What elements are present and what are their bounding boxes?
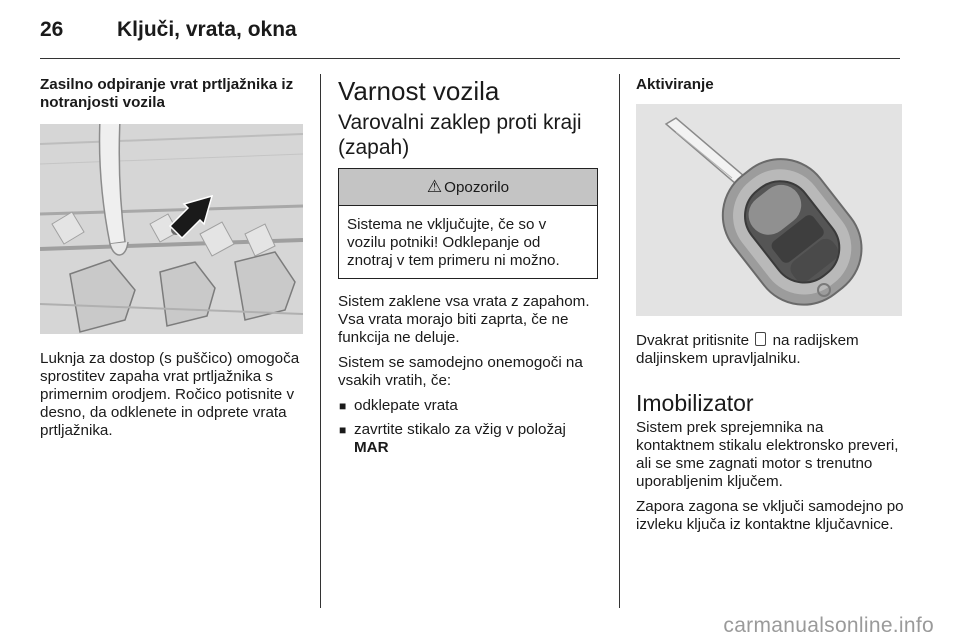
warning-triangle-icon: ⚠ <box>426 177 443 196</box>
bullet-list <box>338 397 606 457</box>
page-number: 26 <box>40 18 64 41</box>
section-subheading: Aktiviranje <box>636 76 714 93</box>
watermark: carmanualsonline.info <box>723 614 934 637</box>
section-subtitle: Varovalni zaklep proti kraji (zapah) <box>338 111 582 159</box>
body-text: Sistem se samodejno onemogoči na vsakih vratih, če: <box>338 354 583 389</box>
section-title: Varnost vozila <box>338 76 500 106</box>
list-item <box>338 421 606 457</box>
header-rule <box>40 58 900 59</box>
warning-text: Sistema ne vključujte, če so v vozilu potniki! Odklepanje od znotraj v tem primeru ni možno. <box>347 216 560 269</box>
section-subheading: Zasilno odpiranje vrat prtljažnika iz notranjosti vozila <box>40 76 294 111</box>
bullet-icon: ■ <box>339 423 347 437</box>
body-text: Sistem prek sprejemnika na kontaktnem stikalu elektronsko preveri, ali se sme zagnati motor s trenutno uporabljenim ključem. <box>636 419 899 490</box>
page-header <box>40 18 900 58</box>
list-item <box>338 397 606 415</box>
tailgate-illustration <box>40 124 303 334</box>
list-item-text: zavrtite stikalo za vžig v položaj <box>354 421 566 438</box>
warning-label: Opozorilo <box>444 178 510 196</box>
list-item-text: odklepate vrata <box>354 397 458 414</box>
body-text: Zapora zagona se vključi samodejno po izvleku ključa iz kontaktne ključavnice. <box>636 498 904 533</box>
activation-text <box>636 332 904 368</box>
list-item-bold: MAR <box>354 439 389 456</box>
bullet-icon: ■ <box>339 399 347 413</box>
immobilizer-title: Imobilizator <box>636 390 754 416</box>
warning-header <box>339 169 597 206</box>
column-right <box>636 76 904 541</box>
activation-text-end: na radijskem daljinskem upravljalniku. <box>636 332 859 367</box>
body-text: Luknja za dostop (s puščico) omogoča sprostitev zapaha vrat prtljažnika s primernim orodjem. Ročico potisnite v desno, da odklenete in odprete vrata prtljažnika. <box>40 350 300 439</box>
column-divider-2 <box>619 74 620 608</box>
column-middle <box>338 76 606 463</box>
column-divider-1 <box>320 74 321 608</box>
activation-text-start: Dvakrat pritisnite <box>636 332 750 349</box>
page-title: Ključi, vrata, okna <box>117 18 297 41</box>
column-left <box>40 76 305 447</box>
body-text: Sistem zaklene vsa vrata z zapahom. Vsa vrata morajo biti zaprta, če ne funkcija ne deluje. <box>338 293 590 346</box>
lock-button-icon <box>755 332 766 346</box>
warning-box <box>338 168 598 279</box>
key-fob-illustration <box>636 104 902 316</box>
